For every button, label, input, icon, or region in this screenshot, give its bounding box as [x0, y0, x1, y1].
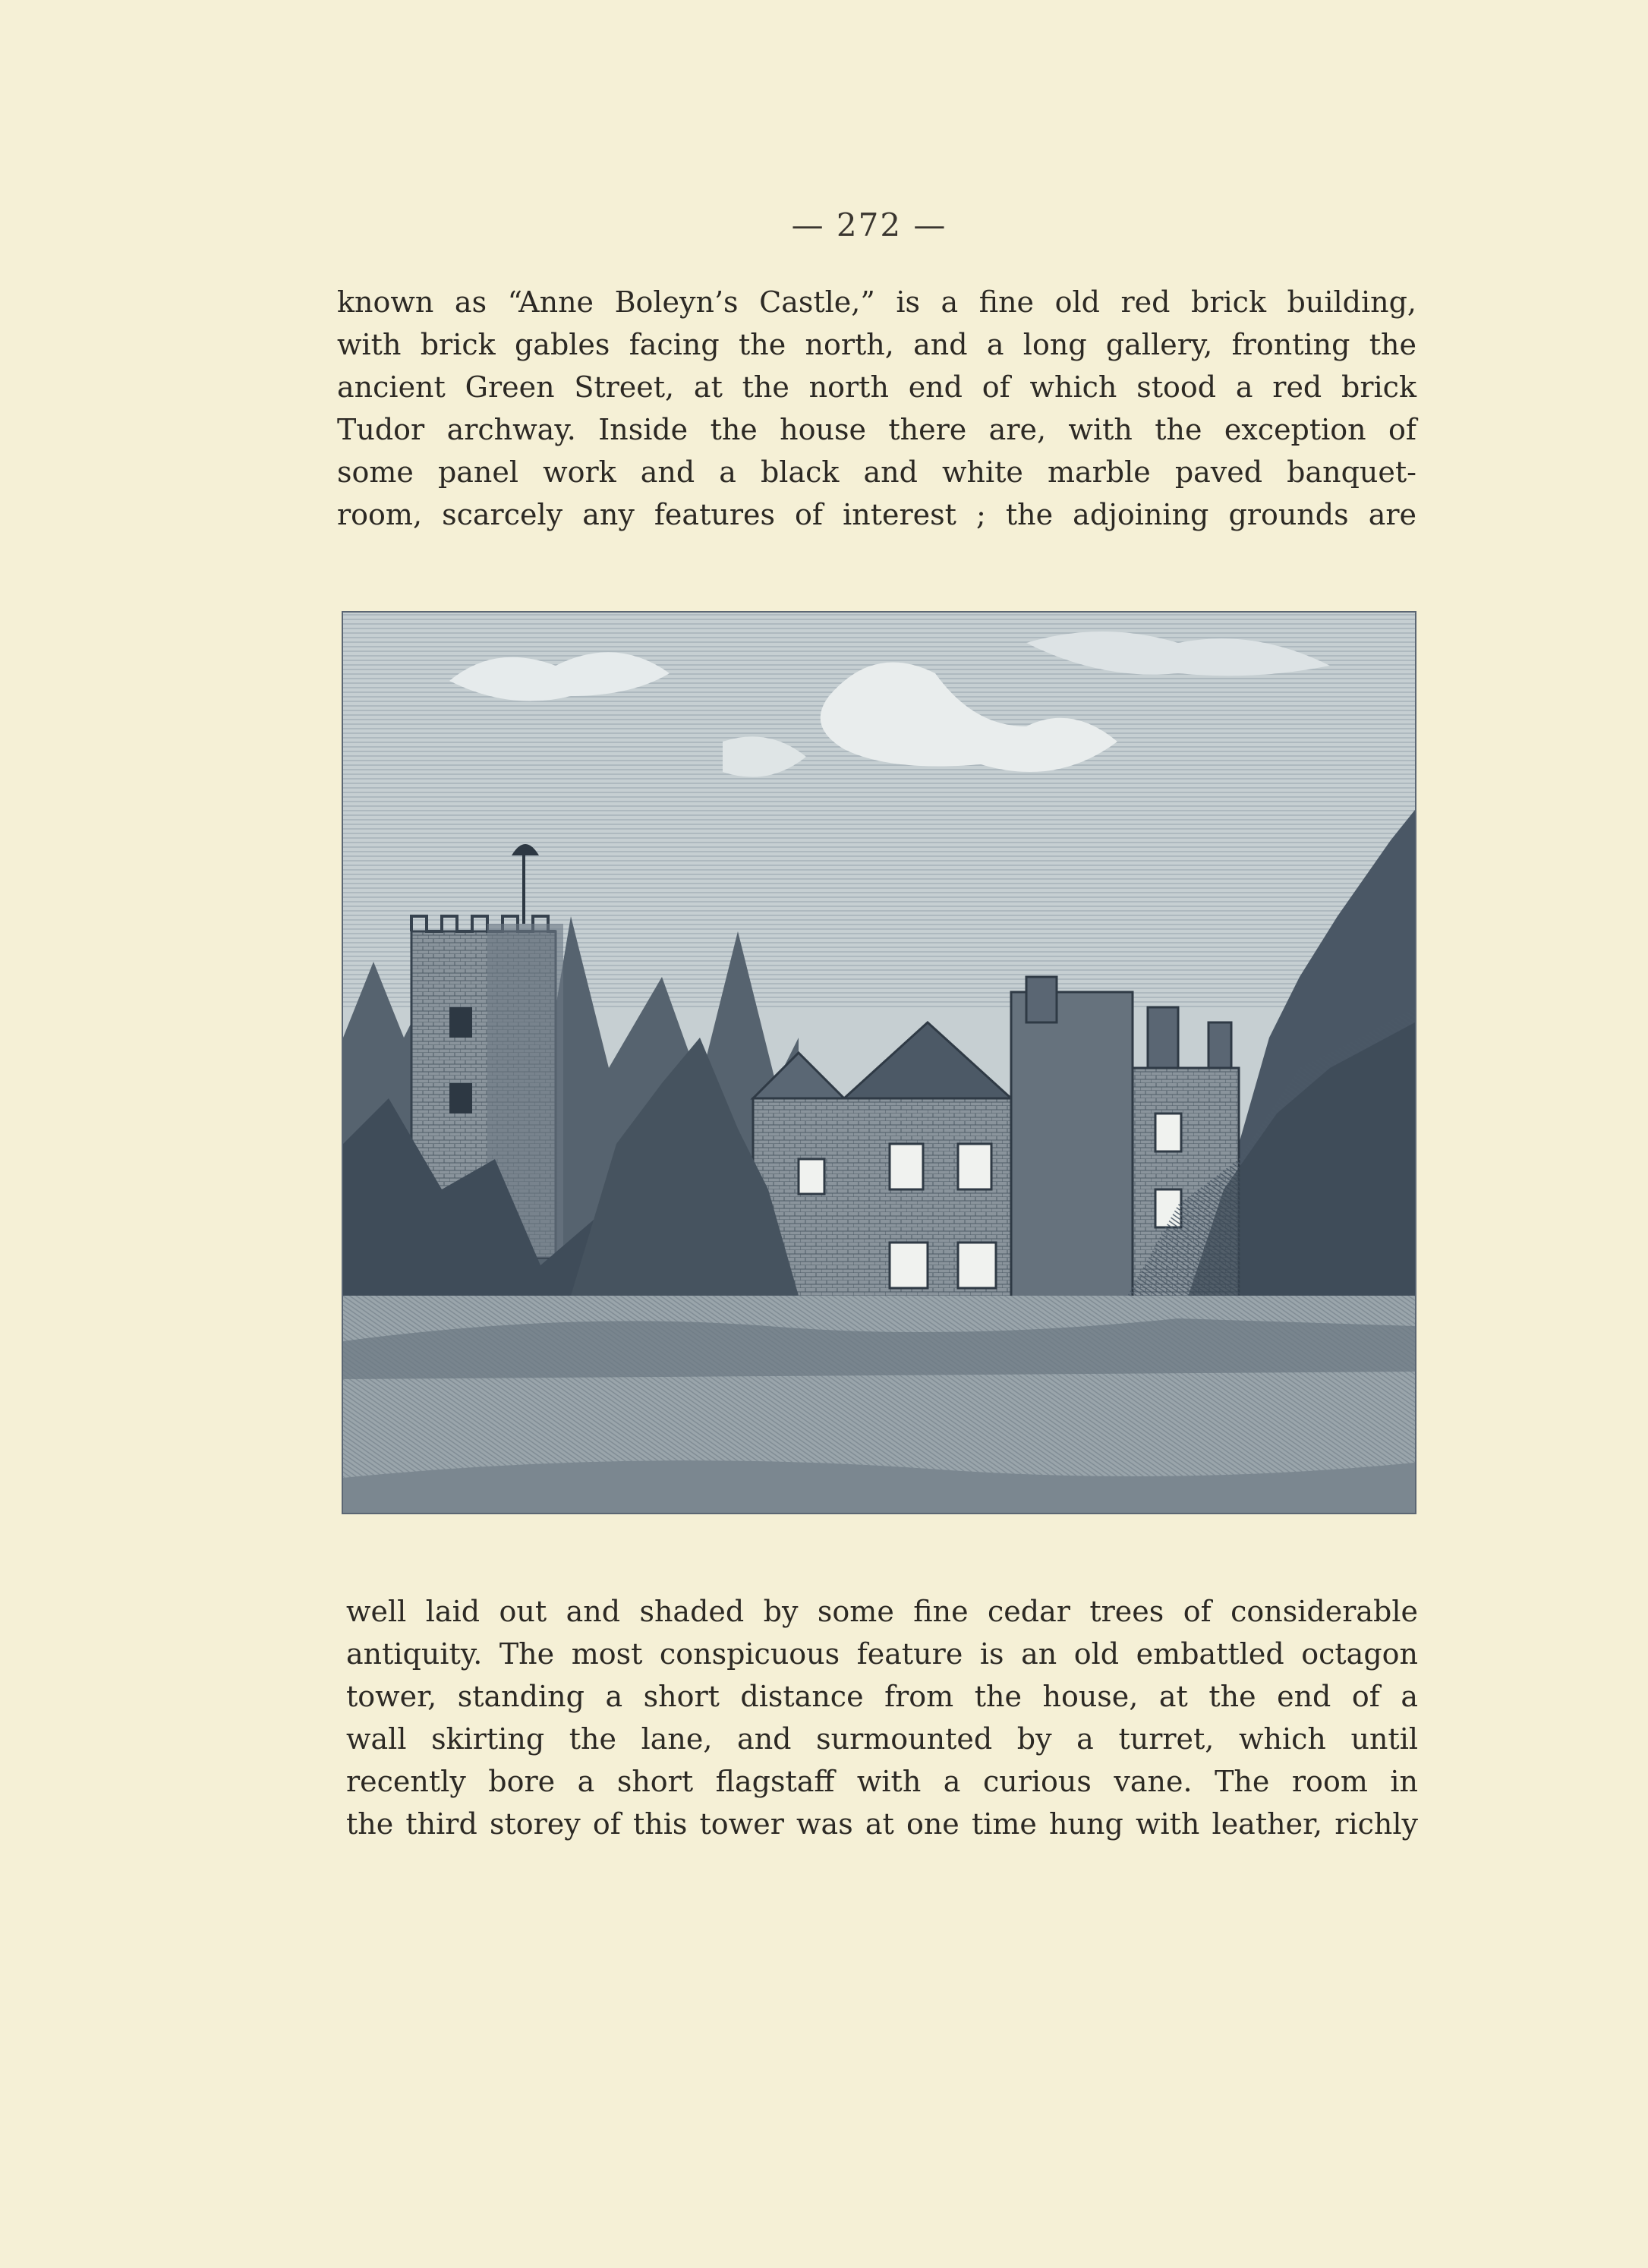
text-line: Tudor archway. Inside the house there are, with the exception of [337, 413, 1416, 446]
text-line: wall skirting the lane, and surmounted by a turret, which until [346, 1722, 1418, 1756]
bottom-paragraph [346, 1590, 1418, 1845]
text-line: known as “Anne Boleyn’s Castle,” is a fine old red brick building, [337, 285, 1416, 319]
text-line: recently bore a short flagstaff with a curious vane. The room in [346, 1765, 1418, 1798]
text-line: well laid out and shaded by some fine cedar trees of considerable [346, 1595, 1418, 1628]
text-line: some panel work and a black and white marble paved banquet- [337, 455, 1416, 489]
text-line: the third storey of this tower was at one time hung with leather, richly [346, 1807, 1418, 1841]
text-line: ancient Green Street, at the north end of which stood a red brick [337, 370, 1416, 404]
text-line: antiquity. The most conspicuous feature is an old embattled octagon [346, 1637, 1418, 1671]
text-line: with brick gables facing the north, and a long gallery, fronting the [337, 328, 1416, 361]
text-line: tower, standing a short distance from the house, at the end of a [346, 1680, 1418, 1713]
top-paragraph [337, 281, 1416, 536]
castle-engraving [342, 611, 1416, 1514]
engraving-castle-illustration-icon [343, 613, 1415, 1513]
text-line: room, scarcely any features of interest ; the adjoining grounds are [337, 498, 1416, 531]
page-number: — 272 — [791, 206, 947, 244]
